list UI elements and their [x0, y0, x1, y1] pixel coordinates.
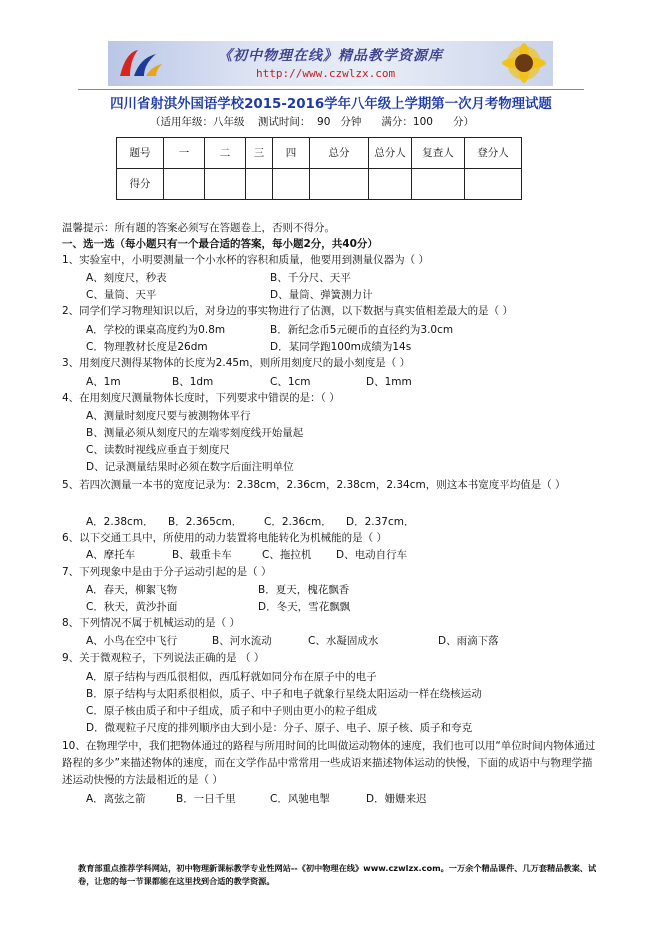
score-cell	[369, 169, 412, 200]
score-table	[116, 137, 522, 200]
question-1: 1、实验室中，小明要测量一个小水杯的容积和质量，他要用到测量仪器为（ ）	[62, 254, 430, 266]
sunflower-icon	[479, 41, 549, 86]
site-logo-icon	[116, 46, 164, 82]
score-cell	[465, 169, 522, 200]
score-header-cell: 三	[246, 138, 273, 169]
q1-option-b: B、千分尺、天平	[270, 272, 351, 284]
q8-option-c: C、水凝固成水	[308, 635, 379, 647]
question-10: 10、在物理学中，我们把物体通过的路程与所用时间的比叫做运动物体的速度，我们也可以用“单位时间内物体通过路程的多少”来描述物体的速度，而在文学作品中常常用一些成语来描述物体运动的快慢，下面的成语中与物理学描述运动快慢的方法最相近的是（ ）	[62, 740, 596, 786]
score-header-cell: 登分人	[465, 138, 522, 169]
score-cell	[246, 169, 273, 200]
score-cell	[310, 169, 369, 200]
q3-option-a: A、1m	[86, 376, 121, 388]
score-table-score-row	[117, 169, 522, 200]
question-3: 3、用刻度尺测得某物体的长度为2.45m，则所用刻度尺的最小刻度是（ ）	[62, 357, 411, 369]
section-heading: 一、选一选（每小题只有一个最合适的答案，每小题2分，共40分）	[62, 238, 378, 250]
q7-option-b: B．夏天，槐花飘香	[258, 584, 350, 596]
warm-tip: 温馨提示：所有题的答案必须写在答题卷上，否则不得分。	[62, 222, 335, 234]
q1-option-a: A、刻度尺，秒表	[86, 272, 167, 284]
score-header-cell: 一	[164, 138, 205, 169]
q6-option-c: C、拖拉机	[262, 549, 312, 561]
q2-option-d: D．某同学跑100m成绩为14s	[270, 341, 412, 353]
question-2: 2、同学们学习物理知识以后，对身边的事实物进行了估测，以下数据与真实值相差最大的是（ ）	[62, 305, 514, 317]
q3-option-d: D、1mm	[366, 376, 412, 388]
q9-option-d: D．微观粒子尺度的排列顺序由大到小是：分子、原子、电子、原子核、质子和夸克	[86, 722, 473, 734]
question-4: 4、在用刻度尺测量物体长度时，下列要求中错误的是：（ ）	[62, 392, 340, 404]
q2-option-a: A．学校的课桌高度约为0.8m	[86, 324, 226, 336]
q2-option-c: C．物理教材长度是26dm	[86, 341, 208, 353]
header-divider	[78, 89, 584, 90]
q10-option-c: C．风驰电掣	[270, 793, 330, 805]
q5-option-b: B．2.365cm．	[168, 516, 243, 528]
exam-subtitle: （适用年级：八年级 测试时间： 90 分钟 满分：100 分）	[150, 116, 474, 128]
question-6: 6、以下交通工具中，所使用的动力装置将电能转化为机械能的是（ ）	[62, 532, 388, 544]
score-cell	[412, 169, 465, 200]
q6-option-d: D、电动自行车	[336, 549, 408, 561]
question-9: 9、关于微观粒子，下列说法正确的是 （ ）	[62, 652, 265, 664]
q4-option-c: C、读数时视线应垂直于刻度尺	[86, 444, 230, 456]
exam-title: 四川省射淇外国语学校2015-2016学年八年级上学期第一次月考物理试题	[110, 97, 552, 112]
q1-option-d: D、量筒、弹簧测力计	[270, 289, 373, 301]
q5-option-c: C．2.36cm．	[264, 516, 332, 528]
score-table-header-row	[117, 138, 522, 169]
q8-option-d: D、雨滴下落	[438, 635, 499, 647]
score-header-cell: 二	[205, 138, 246, 169]
banner-title: 《初中物理在线》精品教学资源库	[218, 48, 443, 64]
q3-option-b: B、1dm	[172, 376, 214, 388]
question-8: 8、下列情况不属于机械运动的是（ ）	[62, 617, 241, 629]
q5-option-d: D．2.37cm．	[346, 516, 415, 528]
score-header-cell: 总分人	[369, 138, 412, 169]
score-cell	[164, 169, 205, 200]
q8-option-a: A、小鸟在空中飞行	[86, 635, 178, 647]
q2-option-b: B．新纪念币5元硬币的直径约为3.0cm	[270, 324, 454, 336]
q1-option-c: C、量筒、天平	[86, 289, 157, 301]
q10-option-a: A．离弦之箭	[86, 793, 146, 805]
score-cell	[205, 169, 246, 200]
q7-option-a: A．春天，柳絮飞物	[86, 584, 178, 596]
q9-option-b: B．原子结构与太阳系很相似，质子、中子和电子就象行星绕太阳运动一样在绕核运动	[86, 688, 482, 700]
q4-option-a: A、测量时刻度尺要与被测物体平行	[86, 410, 251, 422]
q5-option-a: A．2.38cm．	[86, 516, 154, 528]
q3-option-c: C、1cm	[270, 376, 311, 388]
banner-url[interactable]: http://www.czwlzx.com	[256, 67, 396, 80]
q9-option-c: C．原子核由质子和中子组成，质子和中子则由更小的粒子组成	[86, 705, 377, 717]
q8-option-b: B、河水流动	[212, 635, 272, 647]
score-header-cell: 题号	[117, 138, 164, 169]
q9-option-a: A．原子结构与西瓜很相似，西瓜籽就如同分布在原子中的电子	[86, 671, 377, 683]
q10-option-d: D．姗姗来迟	[366, 793, 427, 805]
header-banner	[108, 41, 553, 86]
score-header-cell: 复查人	[412, 138, 465, 169]
q6-option-a: A、摩托车	[86, 549, 136, 561]
score-header-cell: 四	[273, 138, 310, 169]
q6-option-b: B、载重卡车	[172, 549, 232, 561]
q4-option-b: B、测量必须从刻度尺的左端零刻度线开始量起	[86, 427, 304, 439]
score-header-cell: 总分	[310, 138, 369, 169]
question-7: 7、下列现象中是由于分子运动引起的是（ ）	[62, 566, 272, 578]
score-row-label: 得分	[117, 169, 164, 200]
q7-option-d: D．冬天，雪花飘飘	[258, 601, 351, 613]
page-footer: 教育部重点推荐学科网站，初中物理新课标教学专业性网站--《初中物理在线》www.czwlzx.com。一万余个精品课件、几万套精品教案、试卷，让您的每一节课都能在这里找到合适的教学资源。	[78, 863, 597, 886]
question-5: 5、若四次测量一本书的宽度记录为：2.38cm，2.36cm，2.38cm，2.34cm，则这本书宽度平均值是（ ）	[62, 479, 566, 491]
q7-option-c: C．秋天，黄沙扑面	[86, 601, 178, 613]
q4-option-d: D、记录测量结果时必须在数字后面注明单位	[86, 461, 294, 473]
score-cell	[273, 169, 310, 200]
q10-option-b: B．一日千里	[176, 793, 236, 805]
